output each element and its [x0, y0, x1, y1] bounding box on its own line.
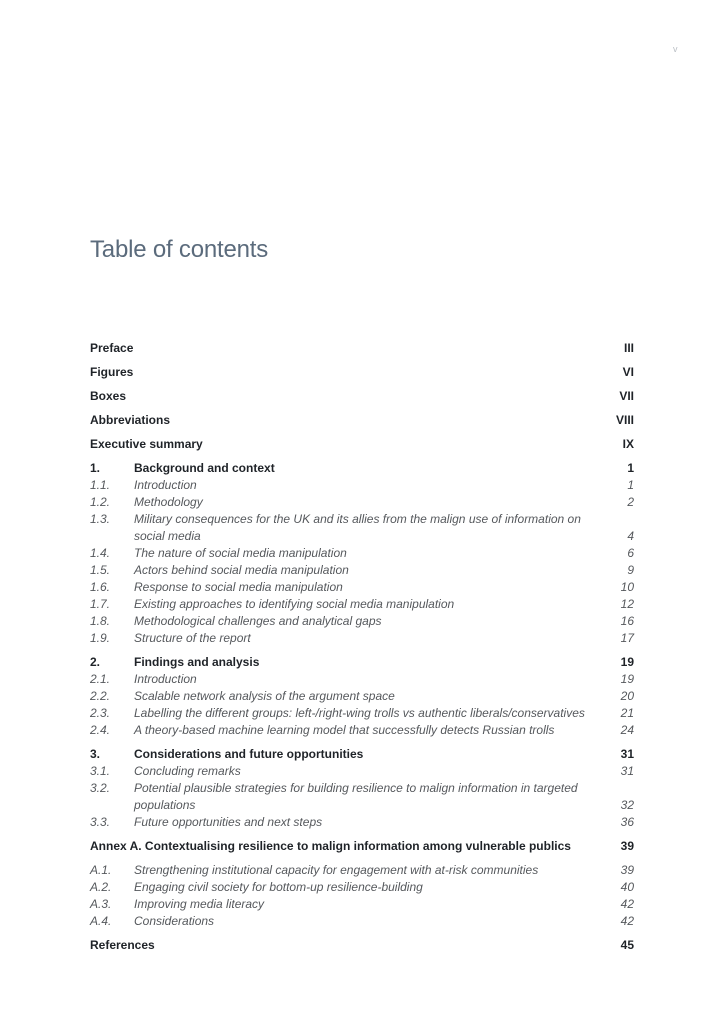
- toc-entry[interactable]: [90, 937, 634, 954]
- toc-entry-title: Strengthening institutional capacity for engagement with at-risk communities: [134, 863, 539, 877]
- toc-entry-title: Potential plausible strategies for building resilience to malign information in targeted populations: [134, 781, 578, 812]
- toc-entry-title: The nature of social media manipulation: [134, 546, 347, 560]
- toc-entry-number: 2.2.: [90, 689, 111, 703]
- toc-entry[interactable]: [90, 364, 634, 381]
- toc-entry-page: 32: [620, 798, 634, 812]
- toc-entry-page: 4: [627, 529, 634, 543]
- toc-entry[interactable]: [90, 746, 634, 763]
- toc-entry[interactable]: [90, 838, 634, 855]
- toc-entry-title: Introduction: [134, 672, 197, 686]
- toc-entry-title: Actors behind social media manipulation: [134, 563, 349, 577]
- toc-entry-number: A.2.: [90, 880, 112, 894]
- toc-entry[interactable]: [90, 579, 634, 596]
- toc-entry-page: 42: [620, 914, 634, 928]
- toc-entry[interactable]: [90, 340, 634, 357]
- toc-entry-number: A.1.: [90, 863, 112, 877]
- toc-entry-title: Military consequences for the UK and its allies from the malign use of information on social media: [134, 512, 581, 543]
- toc-entry-title: Scalable network analysis of the argument space: [134, 689, 395, 703]
- toc-entry[interactable]: [90, 896, 634, 913]
- toc-entry-page: VI: [622, 365, 634, 379]
- toc-entry-number: 3.: [90, 747, 101, 761]
- toc-entry-page: 39: [620, 863, 634, 877]
- toc-entry-number: 1.5.: [90, 563, 111, 577]
- toc-entry-number: 1.: [90, 461, 101, 475]
- toc-entry-title: Response to social media manipulation: [134, 580, 343, 594]
- toc-entry[interactable]: [90, 511, 634, 545]
- toc-entry-number: A.3.: [90, 897, 112, 911]
- toc-entry-title: Improving media literacy: [134, 897, 265, 911]
- toc-entry-page: 20: [620, 689, 634, 703]
- toc-entry-title: Figures: [90, 365, 134, 379]
- toc-entry-page: 6: [627, 546, 634, 560]
- toc-entry[interactable]: [90, 913, 634, 930]
- toc-entry-number: A.4.: [90, 914, 112, 928]
- toc-entry[interactable]: [90, 862, 634, 879]
- toc-entry-page: 45: [620, 938, 634, 952]
- toc-entry[interactable]: [90, 654, 634, 671]
- toc-entry[interactable]: [90, 412, 634, 429]
- toc-entry-page: VIII: [615, 413, 634, 427]
- toc-entry-number: 1.8.: [90, 614, 111, 628]
- page-number: v: [673, 44, 678, 54]
- toc-entry[interactable]: [90, 630, 634, 647]
- page-title: Table of contents: [90, 236, 269, 263]
- toc-entry-number: 1.2.: [90, 495, 111, 509]
- toc-entry-page: 17: [620, 631, 634, 645]
- toc-entry-page: 12: [620, 597, 634, 611]
- toc-entry-title: Preface: [90, 341, 134, 355]
- toc-entry-number: 1.4.: [90, 546, 111, 560]
- toc-entry-title: Labelling the different groups: left-/right-wing trolls vs authentic liberals/conservatives: [134, 706, 585, 720]
- toc-entry-page: 2: [627, 495, 634, 509]
- toc-entry[interactable]: [90, 477, 634, 494]
- toc-entry-number: 3.1.: [90, 764, 111, 778]
- toc-entry-page: 1: [627, 461, 634, 475]
- toc-entry-page: 31: [620, 747, 634, 761]
- toc-entry-number: 1.3.: [90, 512, 111, 526]
- toc-entry-number: 1.1.: [90, 478, 111, 492]
- toc-entry-title: Future opportunities and next steps: [134, 815, 323, 829]
- toc-entry[interactable]: [90, 596, 634, 613]
- toc-entry-title: References: [90, 938, 155, 952]
- toc-entry-page: VII: [619, 389, 634, 403]
- toc-entry-title: Abbreviations: [90, 413, 171, 427]
- toc-entry-page: 19: [620, 655, 634, 669]
- toc-entry[interactable]: [90, 613, 634, 630]
- toc-entry[interactable]: [90, 763, 634, 780]
- toc-entry-page: 39: [620, 839, 634, 853]
- toc-entry-number: 3.2.: [90, 781, 111, 795]
- toc-entry[interactable]: [90, 814, 634, 831]
- toc-entry-page: 16: [620, 614, 634, 628]
- toc-entry[interactable]: [90, 545, 634, 562]
- toc-entry-page: 21: [620, 706, 634, 720]
- toc-entry-page: IX: [622, 437, 634, 451]
- toc-entry[interactable]: [90, 879, 634, 896]
- toc-entry-title: Findings and analysis: [134, 655, 260, 669]
- toc-entry-title: Considerations and future opportunities: [134, 747, 364, 761]
- toc-entry[interactable]: [90, 562, 634, 579]
- toc-entry[interactable]: [90, 494, 634, 511]
- toc-entry-title: Structure of the report: [134, 631, 251, 645]
- toc-entry[interactable]: [90, 436, 634, 453]
- toc-entry-title: Boxes: [90, 389, 127, 403]
- toc-entry-page: 1: [627, 478, 634, 492]
- toc-entry-page: 36: [620, 815, 634, 829]
- toc-entry-page: 9: [627, 563, 634, 577]
- toc-entry-number: 2.4.: [90, 723, 111, 737]
- toc-entry-title: Introduction: [134, 478, 197, 492]
- toc-entry-page: 40: [620, 880, 634, 894]
- toc-entry-number: 1.7.: [90, 597, 111, 611]
- toc-entry-page: 19: [620, 672, 634, 686]
- toc-entry-page: 42: [620, 897, 634, 911]
- toc-entry-title: Considerations: [134, 914, 215, 928]
- toc-entry-number: 1.9.: [90, 631, 111, 645]
- toc-entry-title: Concluding remarks: [134, 764, 241, 778]
- toc-entry-title: Executive summary: [90, 437, 203, 451]
- toc-entry-page: III: [623, 341, 634, 355]
- toc-entry-title: Existing approaches to identifying social media manipulation: [134, 597, 455, 611]
- toc-entry-title: A theory-based machine learning model that successfully detects Russian trolls: [134, 723, 555, 737]
- toc-entry[interactable]: [90, 688, 634, 705]
- toc-entry-title: Methodology: [134, 495, 203, 509]
- toc-entry-number: 3.3.: [90, 815, 111, 829]
- toc-entry-number: 2.1.: [90, 672, 111, 686]
- toc-entry-number: 1.6.: [90, 580, 111, 594]
- toc-entry-page: 10: [620, 580, 634, 594]
- toc-entry-title: Engaging civil society for bottom-up resilience-building: [134, 880, 423, 894]
- toc-entry-number: 2.: [90, 655, 101, 669]
- toc-entry[interactable]: [90, 460, 634, 477]
- toc-entry[interactable]: [90, 780, 634, 814]
- toc-entry-title: Methodological challenges and analytical gaps: [134, 614, 382, 628]
- toc-entry[interactable]: [90, 705, 634, 722]
- toc-entry[interactable]: [90, 671, 634, 688]
- toc-entry-title: Background and context: [134, 461, 275, 475]
- toc-entry[interactable]: [90, 722, 634, 739]
- toc-entry-page: 31: [620, 764, 634, 778]
- toc-entry[interactable]: [90, 388, 634, 405]
- toc-entry-title: Annex A. Contextualising resilience to malign information among vulnerable publics: [90, 839, 571, 853]
- toc-entry-page: 24: [620, 723, 634, 737]
- toc-entry-number: 2.3.: [90, 706, 111, 720]
